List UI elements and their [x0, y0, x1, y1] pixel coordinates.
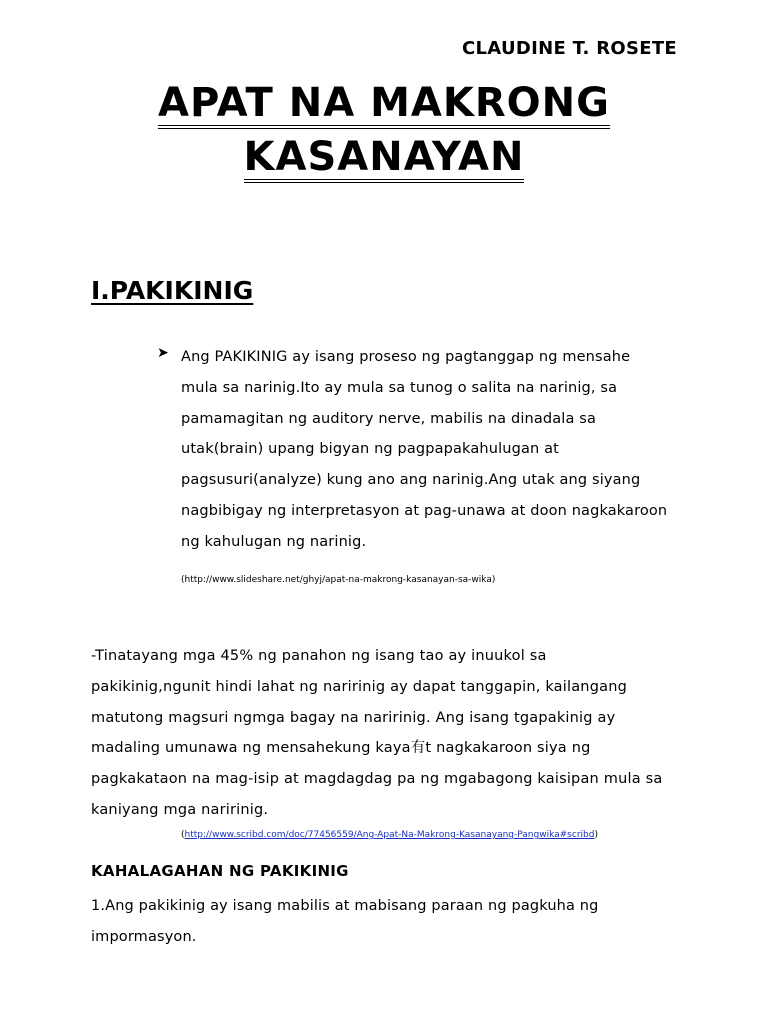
arrow-bullet-icon: ➤	[157, 345, 169, 361]
paragraph-line: madaling umunawa ng mensahekung kaya有t nagkakaroon siya ng	[91, 740, 591, 757]
scribd-link[interactable]: http://www.scribd.com/doc/77456559/Ang-Apat-Na-Makrong-Kasanayang-Pangwika#scribd	[184, 830, 595, 840]
bullet-paragraph	[157, 342, 687, 558]
bullet-line: ng kahulugan ng narinig.	[181, 533, 367, 550]
citation-slideshare: (http://www.slideshare.net/ghyj/apat-na-makrong-kasanayan-sa-wika)	[181, 575, 496, 585]
bullet-line: Ang PAKIKINIG ay isang proseso ng pagtanggap ng mensahe	[181, 349, 631, 365]
title-line-2: KASANAYAN	[244, 135, 525, 183]
paragraph-line: pakikinig,ngunit hindi lahat ng naririnig ay dapat tanggapin, kailangang	[91, 678, 627, 695]
paragraph-line: kaniyang mga naririnig.	[91, 801, 269, 818]
paragraph-line: matutong magsuri ngmga bagay na naririnig. Ang isang tgapakinig ay	[91, 709, 616, 726]
paragraph-line: pagkakataon na mag-isip at magdagdag pa ng mgabagong kaisipan mula sa	[91, 771, 663, 788]
title-line-1: APAT NA MAKRONG	[158, 81, 610, 129]
document-title	[0, 78, 768, 183]
bullet-line: mula sa narinig.Ito ay mula sa tunog o salita na narinig, sa	[181, 379, 618, 396]
bullet-text	[181, 342, 687, 558]
numbered-item	[91, 891, 691, 953]
numbered-line: impormasyon.	[91, 928, 197, 945]
citation-scribd	[181, 830, 598, 840]
author-name: CLAUDINE T. ROSETE	[462, 38, 677, 59]
bullet-line: nagbibigay ng interpretasyon at pag-unawa at doon nagkakaroon	[181, 502, 668, 519]
bullet-line: pamamagitan ng auditory nerve, mabilis na dinadala sa	[181, 410, 596, 427]
numbered-line: 1.Ang pakikinig ay isang mabilis at mabisang paraan ng pagkuha ng	[91, 898, 599, 914]
section-heading: I.PAKIKINIG	[91, 276, 254, 305]
citation-open-paren: (	[181, 830, 185, 840]
bullet-line: utak(brain) upang bigyan ng pagpapakahulugan at	[181, 441, 559, 458]
bullet-line: pagsusuri(analyze) kung ano ang narinig.Ang utak ang siyang	[181, 472, 641, 489]
body-paragraph	[91, 641, 691, 826]
subheading-kahalagahan: KAHALAGAHAN NG PAKIKINIG	[91, 862, 349, 880]
paragraph-line: -Tinatayang mga 45% ng panahon ng isang tao ay inuukol sa	[91, 648, 547, 664]
citation-close-paren: )	[594, 830, 598, 840]
